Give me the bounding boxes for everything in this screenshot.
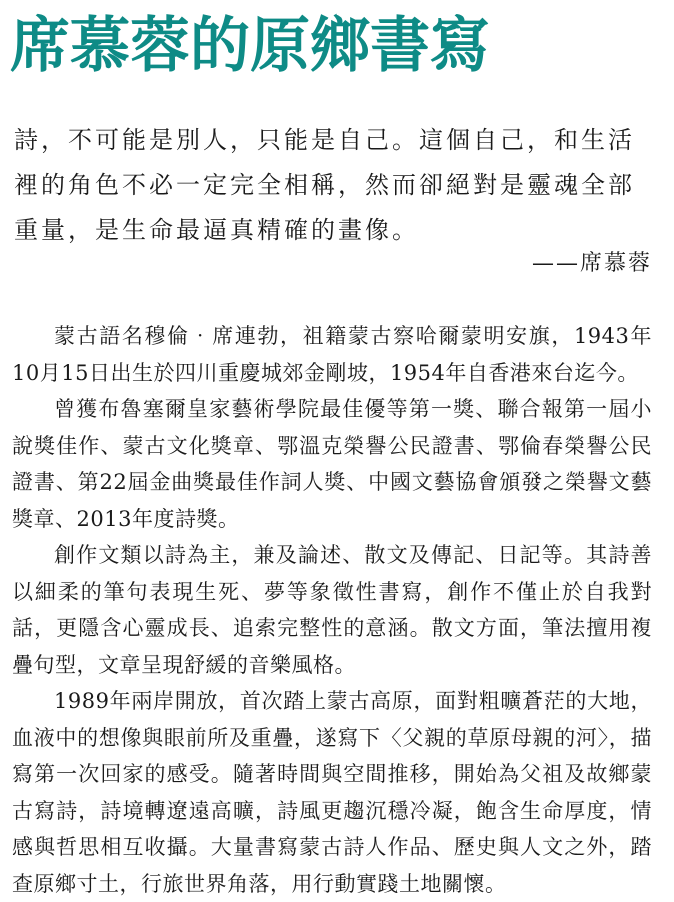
page-title: 席慕蓉的原鄉書寫	[10, 11, 490, 81]
bio-paragraph-origin: 蒙古語名穆倫‧席連勃，祖籍蒙古察哈爾蒙明安旗，1943年10月15日出生於四川重慶城郊金剛坡，1954年自香港來台迄今。	[12, 324, 652, 385]
bio-paragraph-awards: 曾獲布魯塞爾皇家藝術學院最佳優等第一獎、聯合報第一屆小說獎佳作、蒙古文化獎章、鄂溫克榮譽公民證書、鄂倫春榮譽公民證書、第22屆金曲獎最佳作詞人獎、中國文藝協會頒發之榮譽文藝獎章、2013年度詩獎。	[12, 397, 652, 531]
epigraph	[14, 118, 654, 253]
epigraph-text: 詩，不可能是別人，只能是自己。這個自己，和生活裡的角色不必一定完全相稱，然而卻絕對是靈魂全部重量，是生命最逼真精確的畫像。	[14, 126, 635, 244]
epigraph-author: ——席慕蓉	[531, 251, 652, 276]
bio-paragraph-style: 創作文類以詩為主，兼及論述、散文及傳記、日記等。其詩善以細柔的筆句表現生死、夢等象徵性書寫，創作不僅止於自我對話，更隱含心靈成長、追索完整性的意涵。散文方面，筆法擅用複疊句型，文章呈現舒緩的音樂風格。	[12, 543, 652, 677]
bio-paragraph-homeland: 1989年兩岸開放，首次踏上蒙古高原，面對粗曠蒼茫的大地，血液中的想像與眼前所及重疊，遂寫下〈父親的草原母親的河〉，描寫第一次回家的感受。隨著時間與空間推移，開始為父祖及故鄉蒙古寫詩，詩境轉遼遠高曠，詩風更趨沉穩冷凝，飽含生命厚度，情感與哲思相互收攝。大量書寫蒙古詩人作品、歷史與人文之外，踏查原鄉寸土，行旅世界角落，用行動實踐土地關懷。	[12, 689, 652, 896]
biography	[12, 318, 652, 902]
